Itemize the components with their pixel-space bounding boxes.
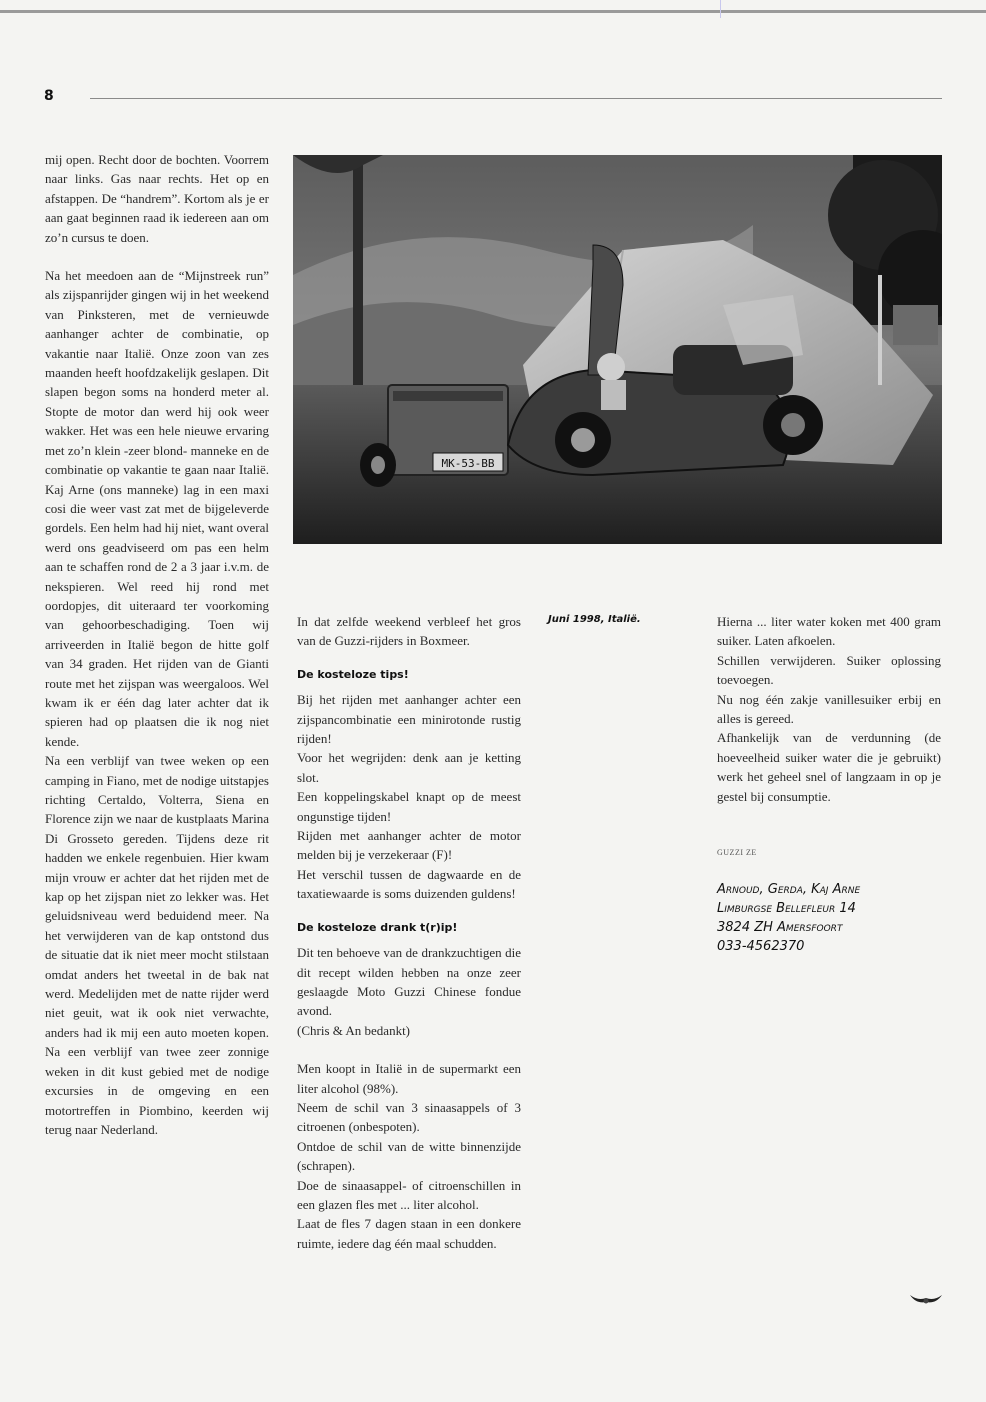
- author-address: [717, 880, 860, 956]
- paragraph: Na het meedoen aan de “Mijnstreek run” als zijspanrijder gingen wij in het weekend van Pinksteren, met de vernieuwde aanhanger achter de combinatie, op vakantie naar Italië. Onze zoon van zes maanden heeft hoofdzakelijk geslapen. Dit slapen begon soms na honderd meter al. Stopte de motor dan werd hij ook weer wakker. Het was een hele nieuwe ervaring met zo’n klein -zeer blond- manneke en de combinatie op vakantie te gaan naar Italië. Kaj Arne (ons manneke) lag in een maxi cosi die weer vast zat met de bijgeleverde gordels. Een helm had hij niet, want overal werd ons geadviseerd om pas een helm aan te schaffen rond de 2 a 3 jaar i.v.m. de nekspieren. Wel reed hij rond met oordopjes, dit uiteraard ter voorkoming van gehoorbeschadiging. Toen wij arriveerden in Italië begon de hitte golf van 34 graden. Het rijden van de Gianti route met het zijspan was weergaloos. Wel kwam ik er één dag later achter dat ik spieren had op plaatsen die ik nog niet kende.: [45, 268, 269, 749]
- recipe-step: Ontdoe de schil van de witte binnenzijde (schrapen).: [297, 1138, 521, 1174]
- recipe-step: Schillen verwijderen. Suiker oplossing toevoegen.: [717, 652, 941, 688]
- paragraph: (Chris & An bedankt): [297, 1022, 411, 1038]
- paragraph: In dat zelfde weekend verbleef het gros van de Guzzi-rijders in Boxmeer.: [297, 614, 521, 649]
- paragraph: Na een verblijf van twee weken op een camping in Fiano, met de nodige uitstapjes richting Certaldo, Volterra, Siena en Florence zijn we naar de kustplaats Marina Di Grosseto gereden. Tijdens deze rit hadden we enkele regenbuien. Hier kwam mijn vrouw er achter dat het rijden met de kap op het zijspan niet zo lekker was. Het geluidsniveau werd beduidend meer. Na het verwijderen van de kap ontstond dus de situatie dat ik niet meer mocht stilstaan omdat anders het tweetal in de bak nat werd. Medelijden met de natte rijder werd niet geuit, wat ik ook niet verwachte, anders had ik mij een auto moeten kopen. Na een verblijf van twee zeer zonnige weken in dit kust gebied met de nodige excursies in de omgeving en een motortreffen in Piombino, keerden wij terug naar Nederland.: [45, 753, 269, 1137]
- photo-caption: Juni 1998, Italië.: [548, 614, 641, 625]
- recipe-step: Men koopt in Italië in de supermarkt een liter alcohol (98%).: [297, 1061, 521, 1096]
- page-number: 8: [44, 88, 54, 104]
- scan-mark: [720, 0, 721, 18]
- section-heading: De kosteloze tips!: [297, 667, 409, 681]
- top-border-line: [0, 10, 986, 13]
- license-plate-text: MK-53-BB: [441, 457, 495, 470]
- recipe-step: Hierna ... liter water koken met 400 gram suiker. Laten afkoelen.: [717, 614, 941, 649]
- recipe-step: Doe de sinaasappel- of citroenschillen in een glazen fles met ... liter alcohol.: [297, 1177, 521, 1212]
- recipe-step: Neem de schil van 3 sinaasappels of 3 citroenen (onbespoten).: [297, 1099, 521, 1135]
- tip-item: Voor het wegrijden: denk aan je ketting slot.: [297, 750, 521, 785]
- paragraph: Dit ten behoeve van de drankzuchtigen die dit recept wilden hebben na onze zeer geslaagde Moto Guzzi Chinese fondue avond.: [297, 945, 521, 1019]
- tip-item: Een koppelingskabel knapt op de meest ongunstige tijden!: [297, 789, 521, 824]
- article-column-1: [45, 150, 269, 1139]
- phone-number: 033-4562370: [717, 939, 805, 954]
- tip-item: Rijden met aanhanger achter de motor melden bij je verzekeraar (F)!: [297, 828, 521, 863]
- article-column-3: [717, 612, 941, 806]
- paragraph: mij open. Recht door de bochten. Voorrem naar links. Gas naar rechts. Het op en afstappen. De “handrem”. Kortom als je er aan gaat beginnen raad ik iedereen aan om zo’n cursus te doen.: [45, 152, 269, 245]
- camping-sidecar-photo: [293, 155, 942, 544]
- recipe-step: Afhankelijk van de verdunning (de hoeveelheid suiker water die je gebruikt) werk het geheel snel of langzaam in op je gestel bij consumptie.: [717, 730, 941, 804]
- eagle-logo-icon: [910, 1292, 942, 1306]
- author-names: Arnoud, Gerda, Kaj Arne: [717, 882, 861, 897]
- tip-item: Bij het rijden met aanhanger achter een zijspancombinatie een minirotonde rustig rijden!: [297, 692, 521, 747]
- signature-label: GUZZI ZE: [717, 848, 757, 857]
- recipe-step: Laat de fles 7 dagen staan in een donkere ruimte, iedere dag één maal schudden.: [297, 1216, 521, 1251]
- header-rule: [90, 98, 942, 99]
- article-column-2: [297, 612, 521, 1253]
- tip-item: Het verschil tussen de dagwaarde en de taxatiewaarde is soms duizenden guldens!: [297, 866, 521, 902]
- street-address: Limburgse Bellefleur 14: [717, 901, 856, 916]
- section-heading: De kosteloze drank t(r)ip!: [297, 920, 458, 934]
- postal-city: 3824 ZH Amersfoort: [717, 920, 843, 935]
- recipe-step: Nu nog één zakje vanillesuiker erbij en alles is gereed.: [717, 691, 941, 727]
